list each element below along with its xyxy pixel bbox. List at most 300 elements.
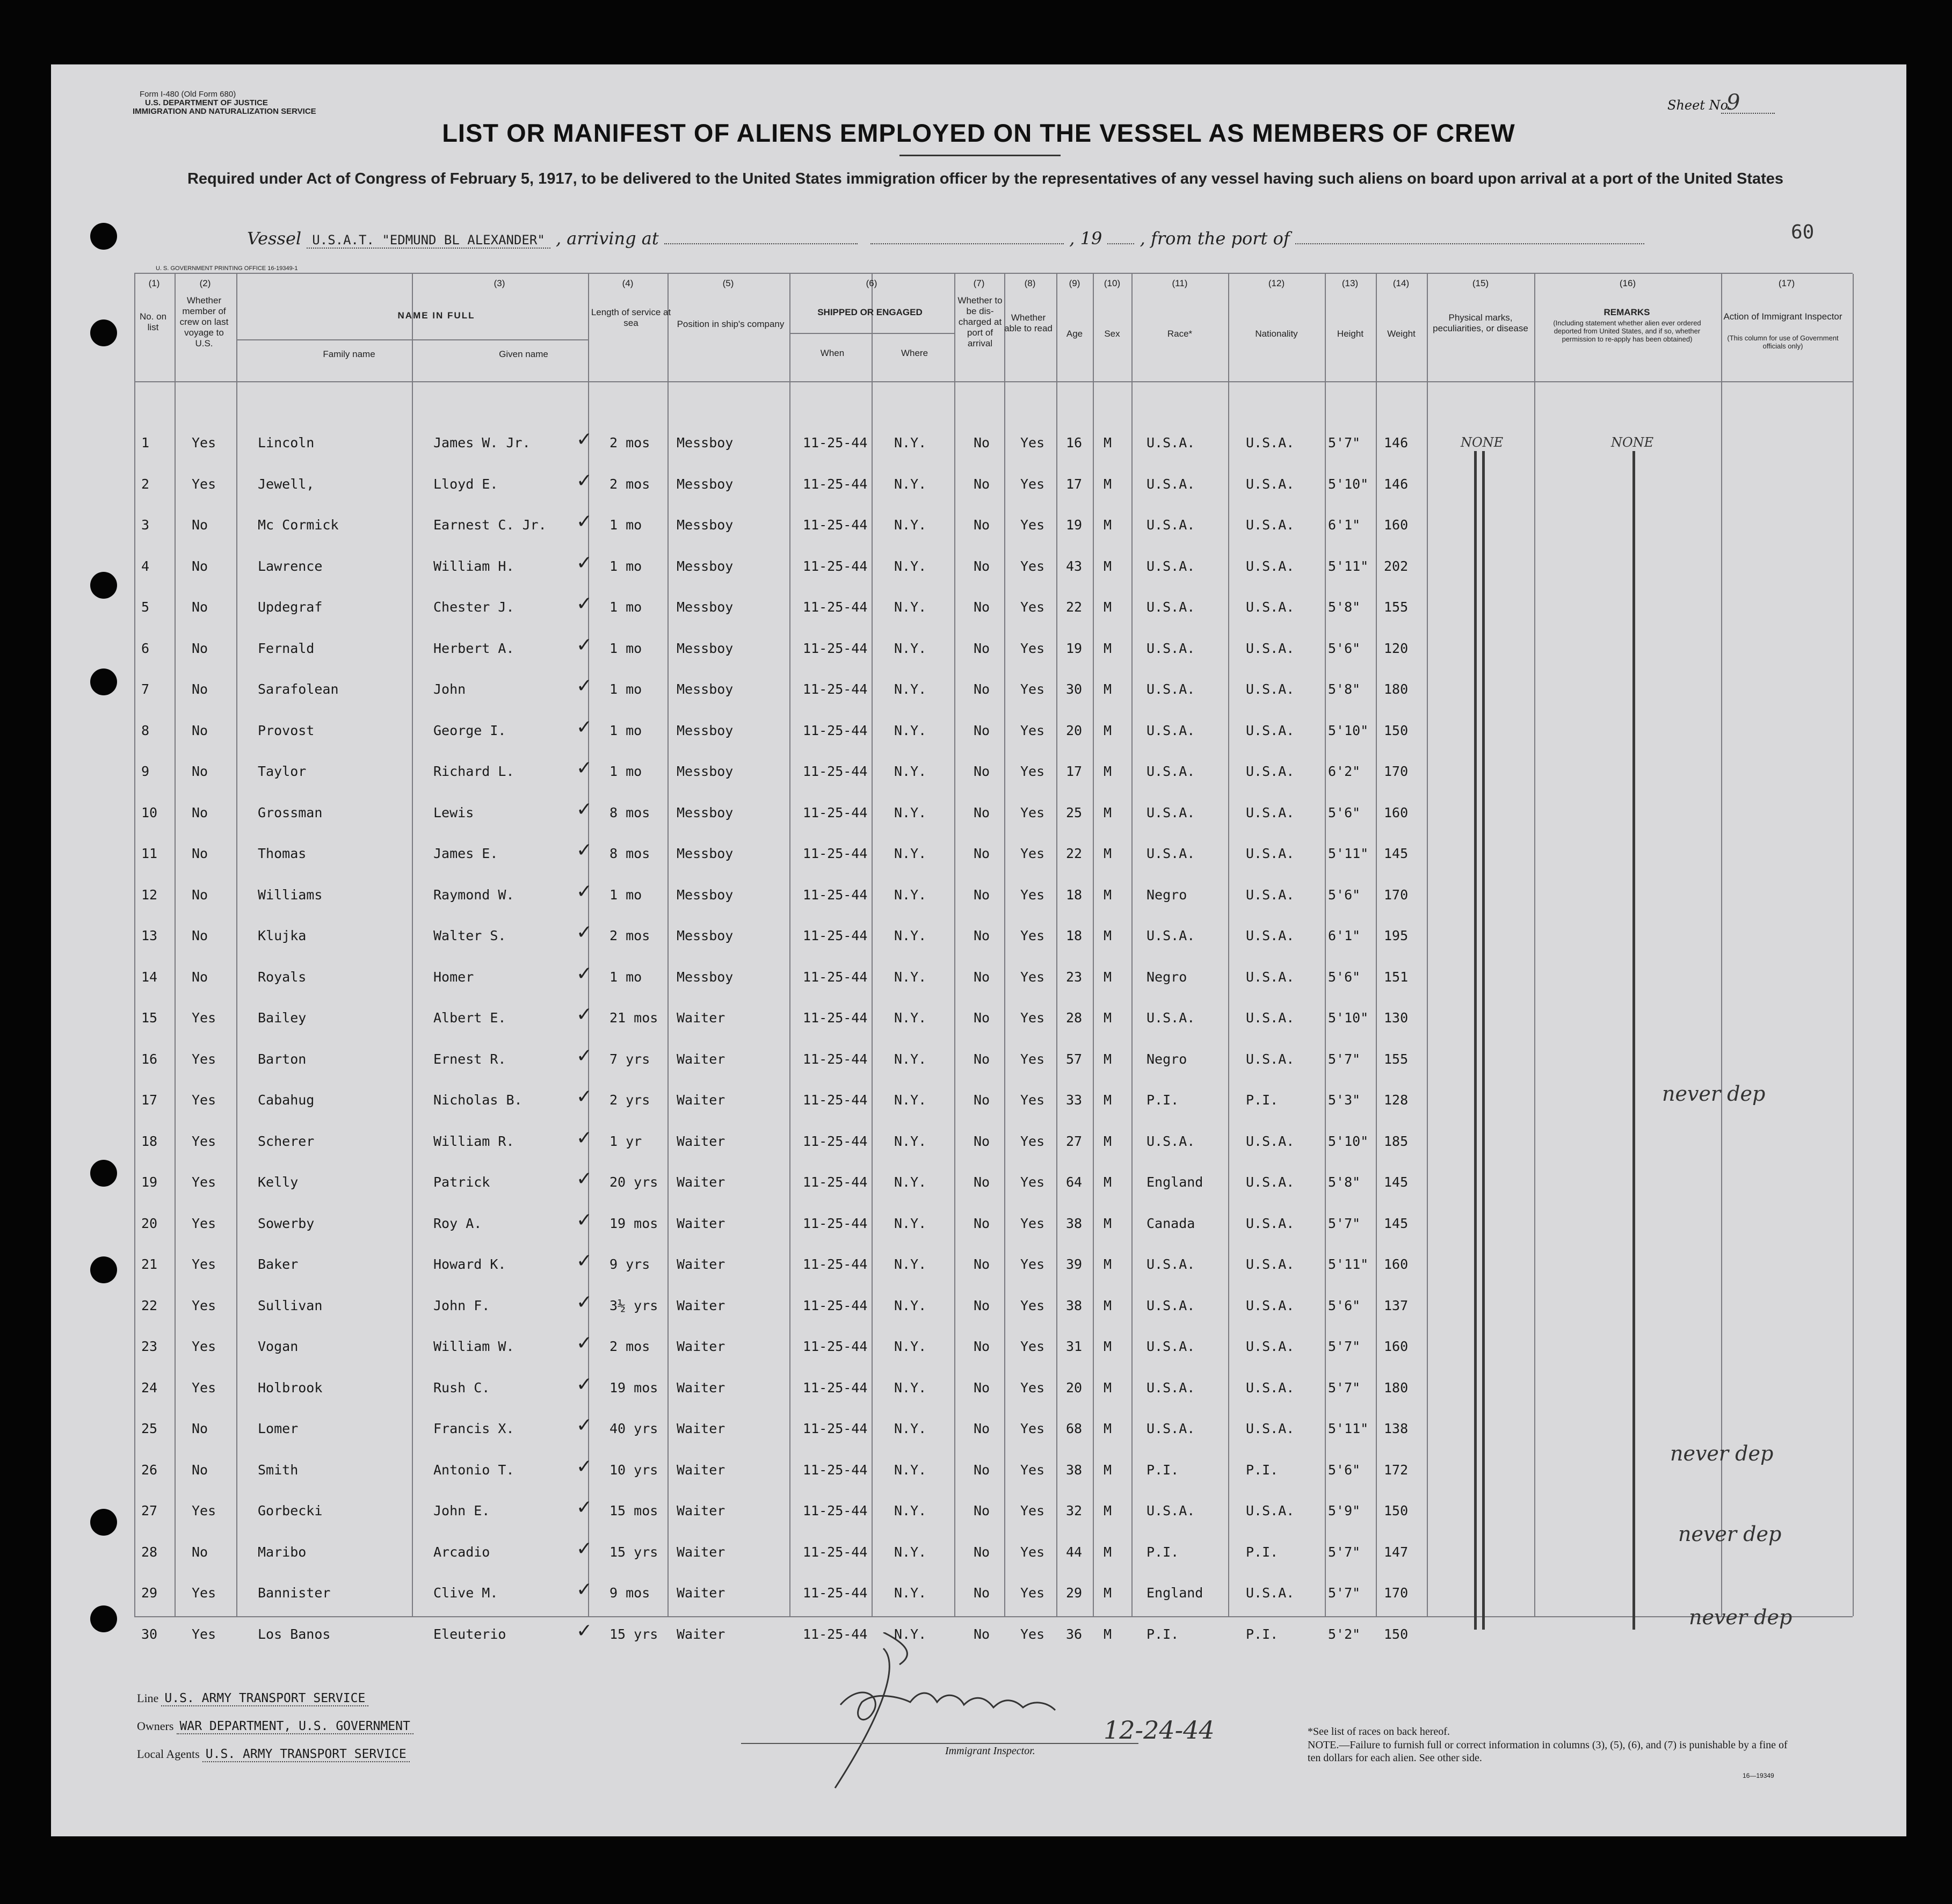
given-name: Lloyd E.	[433, 476, 498, 492]
checkmark-icon: ✓	[576, 716, 593, 738]
given-name: John	[433, 681, 466, 697]
sex: M	[1104, 1462, 1112, 1478]
given-name: Patrick	[433, 1174, 490, 1190]
given-name: Walter S.	[433, 928, 506, 943]
age: 20	[1066, 723, 1083, 738]
family-name: Cabahug	[258, 1092, 315, 1108]
checkmark-icon: ✓	[576, 1496, 593, 1518]
column-divider	[175, 274, 176, 1616]
shipped-when: 11-25-44	[803, 1174, 868, 1190]
discharged: No	[974, 887, 990, 903]
checkmark-icon: ✓	[576, 1374, 593, 1396]
nationality: U.S.A.	[1246, 681, 1295, 697]
sex: M	[1104, 1298, 1112, 1313]
vessel-label: Vessel	[247, 228, 302, 249]
row-number: 26	[141, 1462, 158, 1478]
able-to-read: Yes	[1020, 887, 1045, 903]
row-divider	[789, 333, 954, 334]
race: U.S.A.	[1146, 1256, 1195, 1272]
shipped-where: N.Y.	[894, 1503, 927, 1518]
nationality: U.S.A.	[1246, 805, 1295, 820]
nationality: U.S.A.	[1246, 1585, 1295, 1601]
age: 18	[1066, 928, 1083, 943]
position: Waiter	[677, 1585, 725, 1601]
position: Messboy	[677, 641, 734, 656]
weight: 150	[1384, 723, 1409, 738]
col-nationality: Nationality	[1255, 329, 1298, 339]
checkmark-icon: ✓	[576, 675, 593, 697]
family-name: Lawrence	[258, 558, 323, 574]
able-to-read: Yes	[1020, 1421, 1045, 1436]
shipped-when: 11-25-44	[803, 1298, 868, 1313]
sex: M	[1104, 1051, 1112, 1067]
race: U.S.A.	[1146, 517, 1195, 533]
last-voyage: No	[192, 641, 208, 656]
last-voyage: Yes	[192, 1298, 216, 1313]
service-length: 2 yrs	[609, 1092, 650, 1108]
last-voyage: No	[192, 558, 208, 574]
checkmark-icon: ✓	[576, 511, 593, 533]
height: 5'7"	[1328, 435, 1361, 450]
discharged: No	[974, 558, 990, 574]
sex: M	[1104, 1092, 1112, 1108]
column-divider	[236, 274, 237, 1616]
punch-hole	[90, 319, 117, 346]
row-number: 1	[141, 435, 150, 450]
race: England	[1146, 1585, 1203, 1601]
family-name: Barton	[258, 1051, 307, 1067]
column-divider	[1325, 274, 1326, 1616]
height: 5'6"	[1328, 641, 1361, 656]
family-name: Sowerby	[258, 1216, 315, 1231]
able-to-read: Yes	[1020, 1256, 1045, 1272]
checkmark-icon: ✓	[576, 1538, 593, 1560]
age: 29	[1066, 1585, 1083, 1601]
given-name: Roy A.	[433, 1216, 482, 1231]
able-to-read: Yes	[1020, 805, 1045, 820]
able-to-read: Yes	[1020, 1216, 1045, 1231]
sex: M	[1104, 476, 1112, 492]
height: 5'6"	[1328, 1298, 1361, 1313]
shipped-when: 11-25-44	[803, 846, 868, 861]
shipped-where: N.Y.	[894, 1626, 927, 1642]
checkmark-icon: ✓	[576, 1456, 593, 1478]
title-rule	[899, 155, 1061, 156]
vessel-line	[247, 228, 1644, 249]
column-number: (11)	[1172, 278, 1188, 288]
age: 38	[1066, 1462, 1083, 1478]
race: U.S.A.	[1146, 846, 1195, 861]
position: Waiter	[677, 1380, 725, 1396]
row-number: 7	[141, 681, 150, 697]
punch-hole	[90, 1509, 117, 1536]
given-name: Eleuterio	[433, 1626, 506, 1642]
punch-hole	[90, 668, 117, 695]
service-length: 2 mos	[609, 928, 650, 943]
position: Waiter	[677, 1339, 725, 1354]
col-race: Race*	[1167, 329, 1193, 339]
position: Waiter	[677, 1051, 725, 1067]
shipped-when: 11-25-44	[803, 1421, 868, 1436]
age: 20	[1066, 1380, 1083, 1396]
date-blank	[870, 243, 1064, 244]
height: 5'7"	[1328, 1339, 1361, 1354]
race: P.I.	[1146, 1092, 1179, 1108]
sex: M	[1104, 558, 1112, 574]
shipped-where: N.Y.	[894, 928, 927, 943]
nationality: U.S.A.	[1246, 1051, 1295, 1067]
race: U.S.A.	[1146, 764, 1195, 779]
height: 5'10"	[1328, 476, 1369, 492]
shipped-when: 11-25-44	[803, 476, 868, 492]
given-name: William R.	[433, 1133, 514, 1149]
column-number: (9)	[1069, 278, 1080, 288]
family-name: Gorbecki	[258, 1503, 323, 1518]
discharged: No	[974, 1339, 990, 1354]
weight: 145	[1384, 1174, 1409, 1190]
age: 27	[1066, 1133, 1083, 1149]
checkmark-icon: ✓	[576, 1086, 593, 1108]
race: U.S.A.	[1146, 723, 1195, 738]
row-number: 21	[141, 1256, 158, 1272]
discharged: No	[974, 517, 990, 533]
checkmark-icon: ✓	[576, 1168, 593, 1190]
weight: 138	[1384, 1421, 1409, 1436]
punch-hole	[90, 223, 117, 250]
position: Messboy	[677, 928, 734, 943]
position: Waiter	[677, 1010, 725, 1026]
sex: M	[1104, 599, 1112, 615]
shipped-where: N.Y.	[894, 435, 927, 450]
discharged: No	[974, 1216, 990, 1231]
nationality: U.S.A.	[1246, 887, 1295, 903]
age: 28	[1066, 1010, 1083, 1026]
age: 38	[1066, 1298, 1083, 1313]
service-length: 15 mos	[609, 1503, 658, 1518]
sex: M	[1104, 1339, 1112, 1354]
sex: M	[1104, 846, 1112, 861]
age: 57	[1066, 1051, 1083, 1067]
position: Messboy	[677, 476, 734, 492]
family-name: Bannister	[258, 1585, 331, 1601]
shipped-where: N.Y.	[894, 723, 927, 738]
row-divider	[236, 339, 588, 340]
able-to-read: Yes	[1020, 723, 1045, 738]
shipped-where: N.Y.	[894, 887, 927, 903]
family-name: Smith	[258, 1462, 299, 1478]
given-name: John E.	[433, 1503, 490, 1518]
family-name: Baker	[258, 1256, 299, 1272]
shipped-when: 11-25-44	[803, 1626, 868, 1642]
able-to-read: Yes	[1020, 599, 1045, 615]
column-number: (2)	[199, 278, 211, 288]
weight: 180	[1384, 1380, 1409, 1396]
row-number: 4	[141, 558, 150, 574]
col-weight: Weight	[1387, 329, 1416, 339]
service-length: 1 yr	[609, 1133, 642, 1149]
last-voyage: No	[192, 681, 208, 697]
year-label: , 19	[1069, 228, 1102, 249]
sex: M	[1104, 1174, 1112, 1190]
nationality: U.S.A.	[1246, 435, 1295, 450]
nationality: U.S.A.	[1246, 1380, 1295, 1396]
weight: 128	[1384, 1092, 1409, 1108]
race: Negro	[1146, 969, 1187, 985]
discharged: No	[974, 846, 990, 861]
age: 30	[1066, 681, 1083, 697]
race: U.S.A.	[1146, 1339, 1195, 1354]
row-divider	[134, 1616, 1853, 1617]
position: Waiter	[677, 1503, 725, 1518]
column-divider	[667, 274, 669, 1616]
nationality: U.S.A.	[1246, 599, 1295, 615]
service-length: 1 mo	[609, 764, 642, 779]
height: 5'6"	[1328, 1462, 1361, 1478]
age: 19	[1066, 517, 1083, 533]
last-voyage: No	[192, 887, 208, 903]
given-name: Clive M.	[433, 1585, 498, 1601]
row-divider	[134, 381, 1853, 382]
family-name: Bailey	[258, 1010, 307, 1026]
column-divider	[412, 274, 413, 1616]
service-length: 15 yrs	[609, 1626, 658, 1642]
last-voyage: No	[192, 764, 208, 779]
race: U.S.A.	[1146, 1380, 1195, 1396]
weight: 147	[1384, 1544, 1409, 1560]
shipped-when: 11-25-44	[803, 805, 868, 820]
race: Negro	[1146, 887, 1187, 903]
able-to-read: Yes	[1020, 1626, 1045, 1642]
family-name: Scherer	[258, 1133, 315, 1149]
shipped-where: N.Y.	[894, 1174, 927, 1190]
column-number: (8)	[1024, 278, 1036, 288]
height: 5'6"	[1328, 887, 1361, 903]
nationality: U.S.A.	[1246, 1174, 1295, 1190]
department: U.S. DEPARTMENT OF JUSTICE	[145, 98, 268, 107]
height: 5'7"	[1328, 1544, 1361, 1560]
last-voyage: Yes	[192, 1010, 216, 1026]
shipped-when: 11-25-44	[803, 1585, 868, 1601]
given-name: Howard K.	[433, 1256, 506, 1272]
column-divider	[954, 274, 955, 1616]
position: Messboy	[677, 846, 734, 861]
col-action-note: (This column for use of Government officials only)	[1727, 334, 1839, 350]
from-label: , from the port of	[1140, 228, 1290, 249]
given-name: Earnest C. Jr.	[433, 517, 547, 533]
form-code: 16—19349	[1743, 1772, 1774, 1779]
checkmark-icon: ✓	[576, 1045, 593, 1067]
discharged: No	[974, 1544, 990, 1560]
shipped-when: 11-25-44	[803, 723, 868, 738]
checkmark-icon: ✓	[576, 1291, 593, 1313]
checkmark-icon: ✓	[576, 470, 593, 492]
discharged: No	[974, 1626, 990, 1642]
shipped-where: N.Y.	[894, 1380, 927, 1396]
col-length-service: Length of service at sea	[591, 307, 671, 328]
checkmark-icon: ✓	[576, 1209, 593, 1231]
shipped-where: N.Y.	[894, 1298, 927, 1313]
service-length: 3½ yrs	[609, 1298, 658, 1313]
sex: M	[1104, 1216, 1112, 1231]
given-name: Chester J.	[433, 599, 514, 615]
family-name: Maribo	[258, 1544, 307, 1560]
weight: 172	[1384, 1462, 1409, 1478]
punch-hole	[90, 1160, 117, 1187]
sex: M	[1104, 1421, 1112, 1436]
position: Waiter	[677, 1626, 725, 1642]
nationality: P.I.	[1246, 1544, 1279, 1560]
last-voyage: No	[192, 599, 208, 615]
punch-hole	[90, 1256, 117, 1283]
column-number: (6)	[866, 278, 877, 288]
row-number: 3	[141, 517, 150, 533]
column-divider	[1131, 274, 1133, 1616]
sheet-number-label: Sheet No.	[1667, 98, 1732, 113]
able-to-read: Yes	[1020, 928, 1045, 943]
service-length: 2 mos	[609, 1339, 650, 1354]
sex: M	[1104, 723, 1112, 738]
weight: 170	[1384, 887, 1409, 903]
family-name: Vogan	[258, 1339, 299, 1354]
service-length: 1 mo	[609, 969, 642, 985]
age: 18	[1066, 887, 1083, 903]
footer-owners-row	[137, 1719, 413, 1733]
last-voyage: Yes	[192, 1133, 216, 1149]
nationality: U.S.A.	[1246, 764, 1295, 779]
never-dep-note: never dep	[1662, 1082, 1766, 1106]
service-length: 7 yrs	[609, 1051, 650, 1067]
last-voyage: Yes	[192, 435, 216, 450]
service-length: 1 mo	[609, 558, 642, 574]
last-voyage: No	[192, 928, 208, 943]
shipped-when: 11-25-44	[803, 1216, 868, 1231]
discharged: No	[974, 723, 990, 738]
discharged: No	[974, 1421, 990, 1436]
column-divider	[872, 274, 873, 1616]
last-voyage: Yes	[192, 1626, 216, 1642]
col-shipped-engaged: SHIPPED OR ENGAGED	[817, 307, 923, 317]
col-last-voyage: Whether member of crew on last voyage to U.S.	[179, 295, 229, 348]
service-length: 10 yrs	[609, 1462, 658, 1478]
inspector-date: 12-24-44	[1104, 1716, 1215, 1745]
position: Messboy	[677, 558, 734, 574]
sex: M	[1104, 641, 1112, 656]
height: 5'8"	[1328, 681, 1361, 697]
column-divider	[1093, 274, 1094, 1616]
shipped-where: N.Y.	[894, 846, 927, 861]
height: 5'11"	[1328, 1256, 1369, 1272]
shipped-when: 11-25-44	[803, 764, 868, 779]
checkmark-icon: ✓	[576, 1127, 593, 1149]
discharged: No	[974, 1462, 990, 1478]
nationality: U.S.A.	[1246, 1010, 1295, 1026]
discharged: No	[974, 1298, 990, 1313]
nationality: U.S.A.	[1246, 1503, 1295, 1518]
given-name: William H.	[433, 558, 514, 574]
checkmark-icon: ✓	[576, 552, 593, 574]
service-length: 2 mos	[609, 435, 650, 450]
sex: M	[1104, 1010, 1112, 1026]
shipped-where: N.Y.	[894, 476, 927, 492]
weight: 160	[1384, 1339, 1409, 1354]
height: 6'1"	[1328, 928, 1361, 943]
race: P.I.	[1146, 1462, 1179, 1478]
sex: M	[1104, 435, 1112, 450]
discharged: No	[974, 476, 990, 492]
shipped-where: N.Y.	[894, 1339, 927, 1354]
position: Waiter	[677, 1092, 725, 1108]
page-title: LIST OR MANIFEST OF ALIENS EMPLOYED ON THE VESSEL AS MEMBERS OF CREW	[442, 119, 1515, 147]
checkmark-icon: ✓	[576, 1332, 593, 1354]
nationality: U.S.A.	[1246, 517, 1295, 533]
shipped-when: 11-25-44	[803, 928, 868, 943]
service-length: 9 yrs	[609, 1256, 650, 1272]
sex: M	[1104, 928, 1112, 943]
shipped-where: N.Y.	[894, 681, 927, 697]
col-physical-marks: Physical marks, peculiarities, or disease	[1433, 313, 1528, 333]
column-number: (15)	[1472, 278, 1489, 288]
position: Messboy	[677, 599, 734, 615]
height: 5'8"	[1328, 599, 1361, 615]
age: 39	[1066, 1256, 1083, 1272]
given-name: Rush C.	[433, 1380, 490, 1396]
checkmark-icon: ✓	[576, 1414, 593, 1436]
weight: 155	[1384, 599, 1409, 615]
shipped-when: 11-25-44	[803, 1544, 868, 1560]
family-name: Kelly	[258, 1174, 299, 1190]
discharged: No	[974, 928, 990, 943]
sex: M	[1104, 1380, 1112, 1396]
column-number: (12)	[1268, 278, 1285, 288]
never-dep-note: never dep	[1670, 1442, 1774, 1465]
discharged: No	[974, 599, 990, 615]
row-number: 24	[141, 1380, 158, 1396]
given-name: John F.	[433, 1298, 490, 1313]
race: U.S.A.	[1146, 476, 1195, 492]
weight: 170	[1384, 764, 1409, 779]
family-name: Mc Cormick	[258, 517, 339, 533]
row-number: 22	[141, 1298, 158, 1313]
position: Messboy	[677, 681, 734, 697]
shipped-where: N.Y.	[894, 805, 927, 820]
family-name: Royals	[258, 969, 307, 985]
checkmark-icon: ✓	[576, 1250, 593, 1272]
position: Waiter	[677, 1462, 725, 1478]
column-number: (1)	[148, 278, 160, 288]
able-to-read: Yes	[1020, 1544, 1045, 1560]
shipped-when: 11-25-44	[803, 1133, 868, 1149]
service-length: 15 yrs	[609, 1544, 658, 1560]
shipped-when: 11-25-44	[803, 435, 868, 450]
given-name: James W. Jr.	[433, 435, 531, 450]
discharged: No	[974, 969, 990, 985]
race: England	[1146, 1174, 1203, 1190]
nationality: P.I.	[1246, 1462, 1279, 1478]
manifest-sheet	[51, 64, 1906, 1836]
row-number: 20	[141, 1216, 158, 1231]
nationality: U.S.A.	[1246, 723, 1295, 738]
height: 5'10"	[1328, 723, 1369, 738]
column-number: (13)	[1341, 278, 1359, 288]
row-number: 27	[141, 1503, 158, 1518]
discharged: No	[974, 435, 990, 450]
service-length: 1 mo	[609, 681, 642, 697]
discharged: No	[974, 1092, 990, 1108]
position: Waiter	[677, 1298, 725, 1313]
physical-none-note: NONE	[1461, 435, 1504, 450]
nationality: U.S.A.	[1246, 476, 1295, 492]
col-remarks-note: (Including statement whether alien ever ordered deported from United States, and if so, whether permission to re-apply has been obtained)	[1553, 319, 1701, 343]
